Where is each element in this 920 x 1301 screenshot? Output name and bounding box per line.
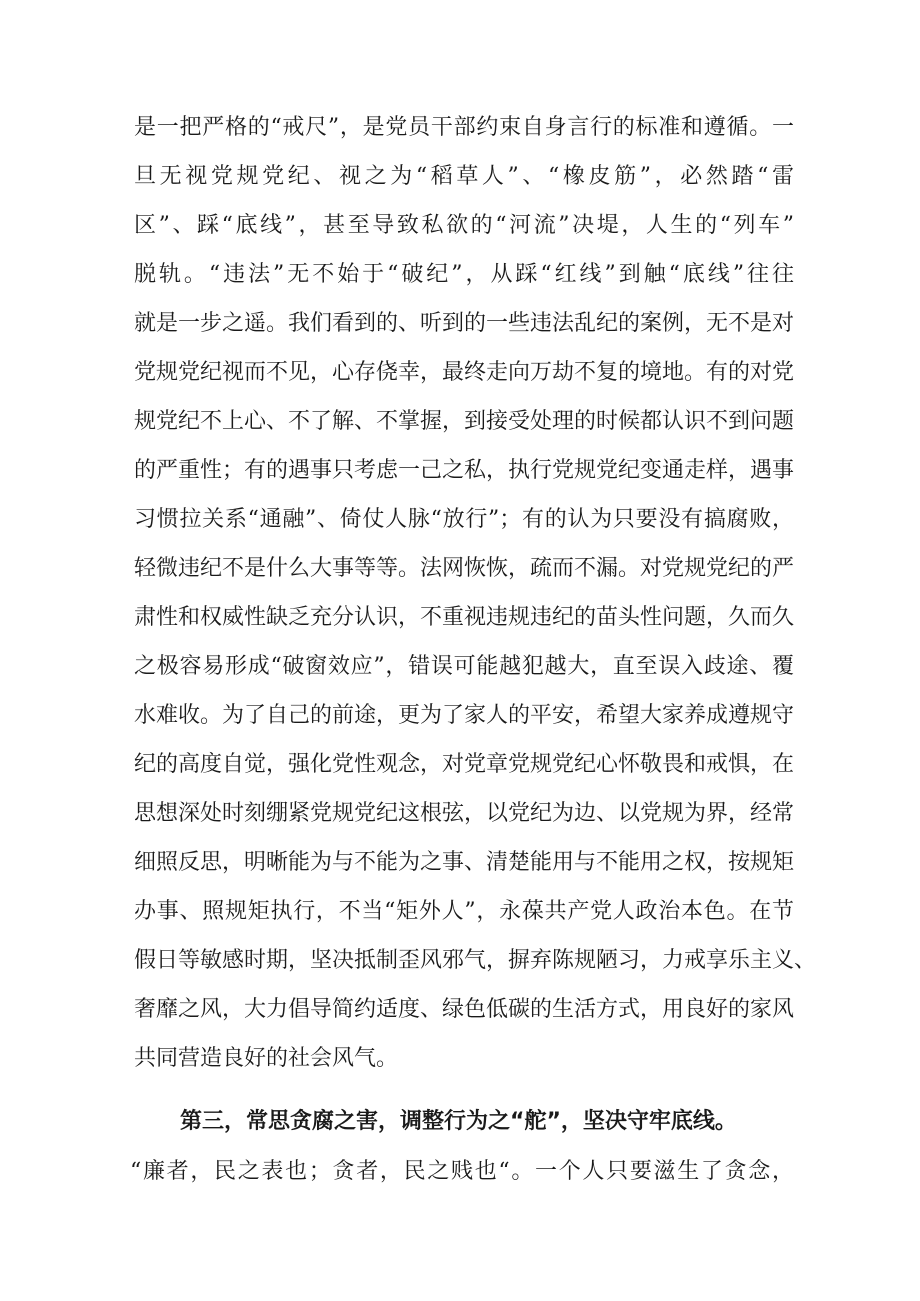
body-line-9: 习惯拉关系“通融”、倚仗人脉“放行”；有的认为只要没有搞腐败， [134,507,794,532]
body-line-18: 假日等敏感时期，坚决抵制歪风邪气，摒弃陈规陋习，力戒享乐主义、 [134,948,817,973]
body-line-3: 区”、踩“底线”，甚至导致私欲的“河流”决堤，人生的“列车” [134,213,794,238]
body-line-16: 细照反思，明晰能为与不能为之事、清楚能用与不能用之权，按规矩 [134,850,795,875]
body-line-5: 就是一步之遥。我们看到的、听到的一些违法乱纪的案例，无不是对 [134,311,795,336]
section-heading: 第三，常思贪腐之害，调整行为之“舵”，坚决守牢底线。 [180,1109,737,1134]
body-line-15: 思想深处时刻绷紧党规党纪这根弦，以党纪为边、以党规为界，经常 [134,801,795,826]
body-line-19: 奢靡之风，大力倡导简约适度、绿色低碳的生活方式，用良好的家风 [134,997,795,1022]
body-line-4: 脱轨。“违法”无不始于“破纪”，从踩“红线”到触“底线”往往 [134,262,794,287]
body-line-12: 之极容易形成“破窗效应”，错误可能越犯越大，直至误入歧途、覆 [134,654,794,679]
body-line-10: 轻微违纪不是什么大事等等。法网恢恢，疏而不漏。对党规党纪的严 [134,556,795,581]
body-line-13: 水难收。为了自己的前途，更为了家人的平安，希望大家养成遵规守 [134,703,795,728]
body-line-14: 纪的高度自觉，强化党性观念，对党章党规党纪心怀敬畏和戒惧，在 [134,752,795,777]
body-line-next: “廉者，民之表也；贪者，民之贱也“。一个人只要滋生了贪念， [130,1159,794,1184]
body-line-8: 的严重性；有的遇事只考虑一己之私，执行党规党纪变通走样，遇事 [134,458,795,483]
body-line-2: 旦无视党规党纪、视之为“稻草人”、“橡皮筋”，必然踏“雷 [134,164,794,189]
body-line-20: 共同营造良好的社会风气。 [134,1046,399,1071]
body-line-6: 党规党纪视而不见，心存侥幸，最终走向万劫不复的境地。有的对党 [134,360,795,385]
body-line-17: 办事、照规矩执行，不当“矩外人”，永葆共产党人政治本色。在节 [134,899,794,924]
body-line-7: 规党纪不上心、不了解、不掌握，到接受处理的时候都认识不到问题 [134,409,795,434]
body-line-1: 是一把严格的“戒尺”，是党员干部约束自身言行的标准和遵循。一 [134,115,794,140]
body-line-11: 肃性和权威性缺乏充分认识，不重视违规违纪的苗头性问题，久而久 [134,605,795,630]
